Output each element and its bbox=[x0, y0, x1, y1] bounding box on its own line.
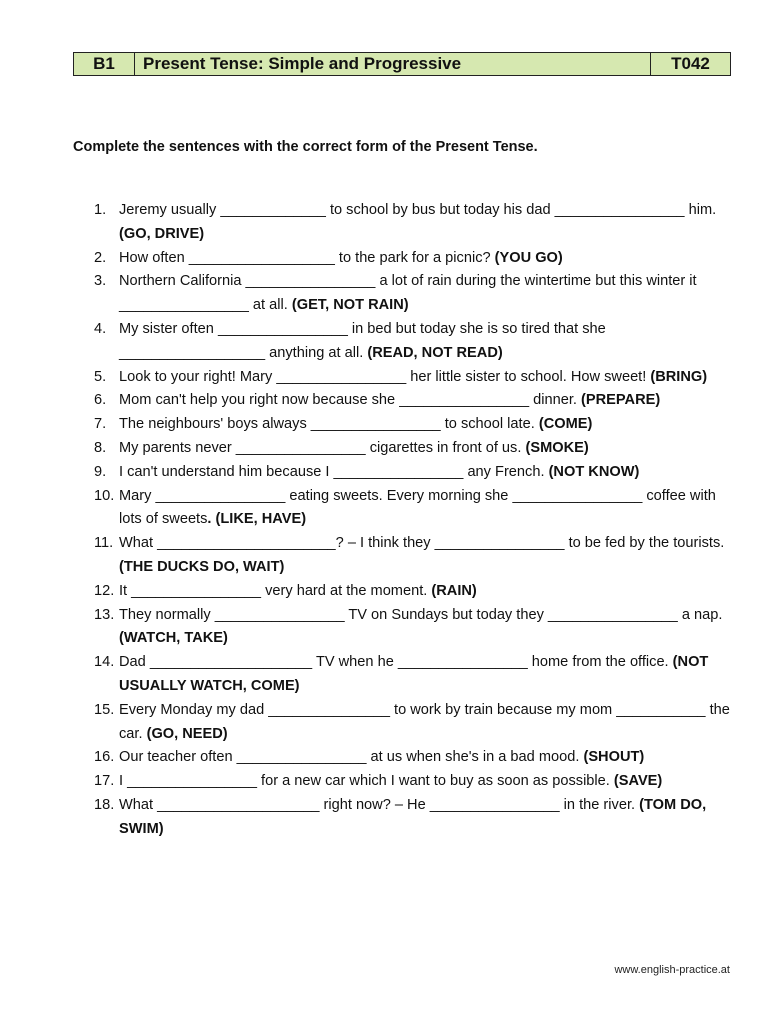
exercise-text: What ____________________ right now? – He ________________ in the river. bbox=[119, 796, 640, 813]
exercise-item bbox=[94, 699, 734, 747]
exercise-sentence bbox=[119, 413, 734, 437]
exercise-sentence bbox=[119, 318, 734, 366]
exercise-sentence bbox=[119, 437, 734, 461]
exercise-item bbox=[94, 794, 734, 842]
exercise-number: 10. bbox=[94, 487, 115, 504]
exercise-text: My parents never ________________ cigarettes in front of us. bbox=[119, 439, 526, 456]
exercise-number: 1. bbox=[94, 202, 107, 218]
exercise-list bbox=[94, 199, 734, 842]
exercise-text: Jeremy usually _____________ to school by bus but today his dad ________________ him. bbox=[119, 202, 717, 218]
exercise-item bbox=[94, 437, 734, 461]
exercise-sentence bbox=[119, 746, 734, 770]
exercise-sentence bbox=[119, 651, 734, 699]
verb-cue: (GO, NEED) bbox=[146, 725, 228, 742]
exercise-number: 12. bbox=[94, 582, 115, 599]
exercise-text: Northern California ________________ a lot of rain during the wintertime but this winter it ________________ at all. bbox=[119, 273, 697, 314]
instruction-text: Complete the sentences with the correct form of the Present Tense. bbox=[73, 139, 538, 155]
exercise-text: Mom can't help you right now because she ________________ dinner. bbox=[119, 392, 582, 409]
exercise-item bbox=[94, 770, 734, 794]
exercise-text: I can't understand him because I ________________ any French. bbox=[119, 463, 549, 480]
exercise-number: 14. bbox=[94, 654, 115, 671]
exercise-item bbox=[94, 746, 734, 770]
exercise-item bbox=[94, 651, 734, 699]
exercise-number: 8. bbox=[94, 439, 107, 456]
exercise-text: Mary ________________ eating sweets. Every morning she ________________ coffee with lots of sweets bbox=[119, 487, 716, 528]
exercise-number: 9. bbox=[94, 463, 107, 480]
exercise-sentence bbox=[119, 199, 734, 247]
verb-cue: (NOT KNOW) bbox=[548, 463, 640, 480]
worksheet-title: Present Tense: Simple and Progressive bbox=[135, 53, 651, 75]
verb-cue: (GET, NOT RAIN) bbox=[291, 297, 409, 314]
exercise-number: 15. bbox=[94, 701, 115, 718]
verb-cue: (BRING) bbox=[650, 368, 708, 385]
verb-cue: (PREPARE) bbox=[581, 392, 661, 409]
exercise-item bbox=[94, 270, 734, 318]
exercise-item bbox=[94, 580, 734, 604]
exercise-sentence bbox=[119, 532, 734, 580]
exercise-text: How often __________________ to the park for a picnic? bbox=[119, 249, 495, 266]
exercise-text: Dad ____________________ TV when he ________________ home from the office. bbox=[119, 654, 673, 671]
exercise-item bbox=[94, 413, 734, 437]
footer-url: www.english-practice.at bbox=[614, 964, 730, 976]
exercise-number: 11. bbox=[94, 535, 114, 552]
exercise-item bbox=[94, 604, 734, 652]
exercise-sentence bbox=[119, 389, 734, 413]
exercise-item bbox=[94, 318, 734, 366]
exercise-sentence bbox=[119, 247, 734, 271]
exercise-sentence bbox=[119, 461, 734, 485]
exercise-text: Look to your right! Mary ________________ her little sister to school. How sweet! bbox=[119, 368, 651, 385]
exercise-item bbox=[94, 485, 734, 533]
exercise-text: Every Monday my dad _______________ to work by train because my mom ___________ the car. bbox=[119, 701, 730, 742]
exercise-text: What ______________________? – I think they ________________ to be fed by the tourists. bbox=[119, 535, 725, 552]
exercise-sentence bbox=[119, 699, 734, 747]
verb-cue: (TOM DO, SWIM) bbox=[119, 796, 707, 837]
exercise-number: 2. bbox=[94, 249, 107, 266]
exercise-text: It ________________ very hard at the moment. bbox=[119, 582, 432, 599]
exercise-number: 4. bbox=[94, 320, 107, 337]
worksheet-header bbox=[73, 52, 731, 76]
verb-cue: (READ, NOT READ) bbox=[367, 344, 503, 361]
exercise-number: 5. bbox=[94, 368, 107, 385]
exercise-text: I ________________ for a new car which I want to buy as soon as possible. bbox=[119, 773, 614, 790]
verb-cue: (WATCH, TAKE) bbox=[119, 630, 228, 647]
exercise-item bbox=[94, 532, 734, 580]
worksheet-code: T042 bbox=[671, 54, 710, 73]
verb-cue: (RAIN) bbox=[431, 582, 477, 599]
exercise-number: 3. bbox=[94, 273, 107, 290]
exercise-item bbox=[94, 389, 734, 413]
exercise-text: They normally ________________ TV on Sundays but today they ________________ a nap. bbox=[119, 606, 723, 623]
verb-cue: (SAVE) bbox=[613, 773, 663, 790]
exercise-sentence bbox=[119, 485, 734, 533]
exercise-sentence bbox=[119, 604, 734, 652]
exercise-number: 17. bbox=[94, 773, 115, 790]
exercise-sentence bbox=[119, 794, 734, 842]
verb-cue: (THE DUCKS DO, WAIT) bbox=[119, 558, 285, 575]
exercise-text: The neighbours' boys always ________________ to school late. bbox=[119, 416, 539, 433]
exercise-item bbox=[94, 461, 734, 485]
exercise-text: My sister often ________________ in bed but today she is so tired that she __________________ anything at all. bbox=[119, 320, 606, 361]
verb-cue: (COME) bbox=[538, 416, 593, 433]
verb-cue: (SHOUT) bbox=[583, 749, 645, 766]
exercise-number: 13. bbox=[94, 606, 115, 623]
exercise-sentence bbox=[119, 366, 734, 390]
exercise-item bbox=[94, 247, 734, 271]
exercise-sentence bbox=[119, 580, 734, 604]
exercise-number: 7. bbox=[94, 416, 107, 433]
exercise-number: 6. bbox=[94, 392, 107, 409]
exercise-number: 18. bbox=[94, 796, 115, 813]
exercise-number: 16. bbox=[94, 749, 115, 766]
verb-cue: (GO, DRIVE) bbox=[119, 225, 205, 242]
verb-cue: (SMOKE) bbox=[525, 439, 589, 456]
exercise-item bbox=[94, 199, 734, 247]
exercise-sentence bbox=[119, 270, 734, 318]
exercise-item bbox=[94, 366, 734, 390]
verb-cue: (NOT USUALLY WATCH, COME) bbox=[119, 654, 709, 694]
verb-cue: . (LIKE, HAVE) bbox=[207, 511, 307, 528]
level-badge: B1 bbox=[74, 53, 135, 75]
exercise-sentence bbox=[119, 770, 734, 794]
verb-cue: (YOU GO) bbox=[494, 249, 563, 266]
exercise-text: Our teacher often ________________ at us when she's in a bad mood. bbox=[119, 749, 584, 766]
